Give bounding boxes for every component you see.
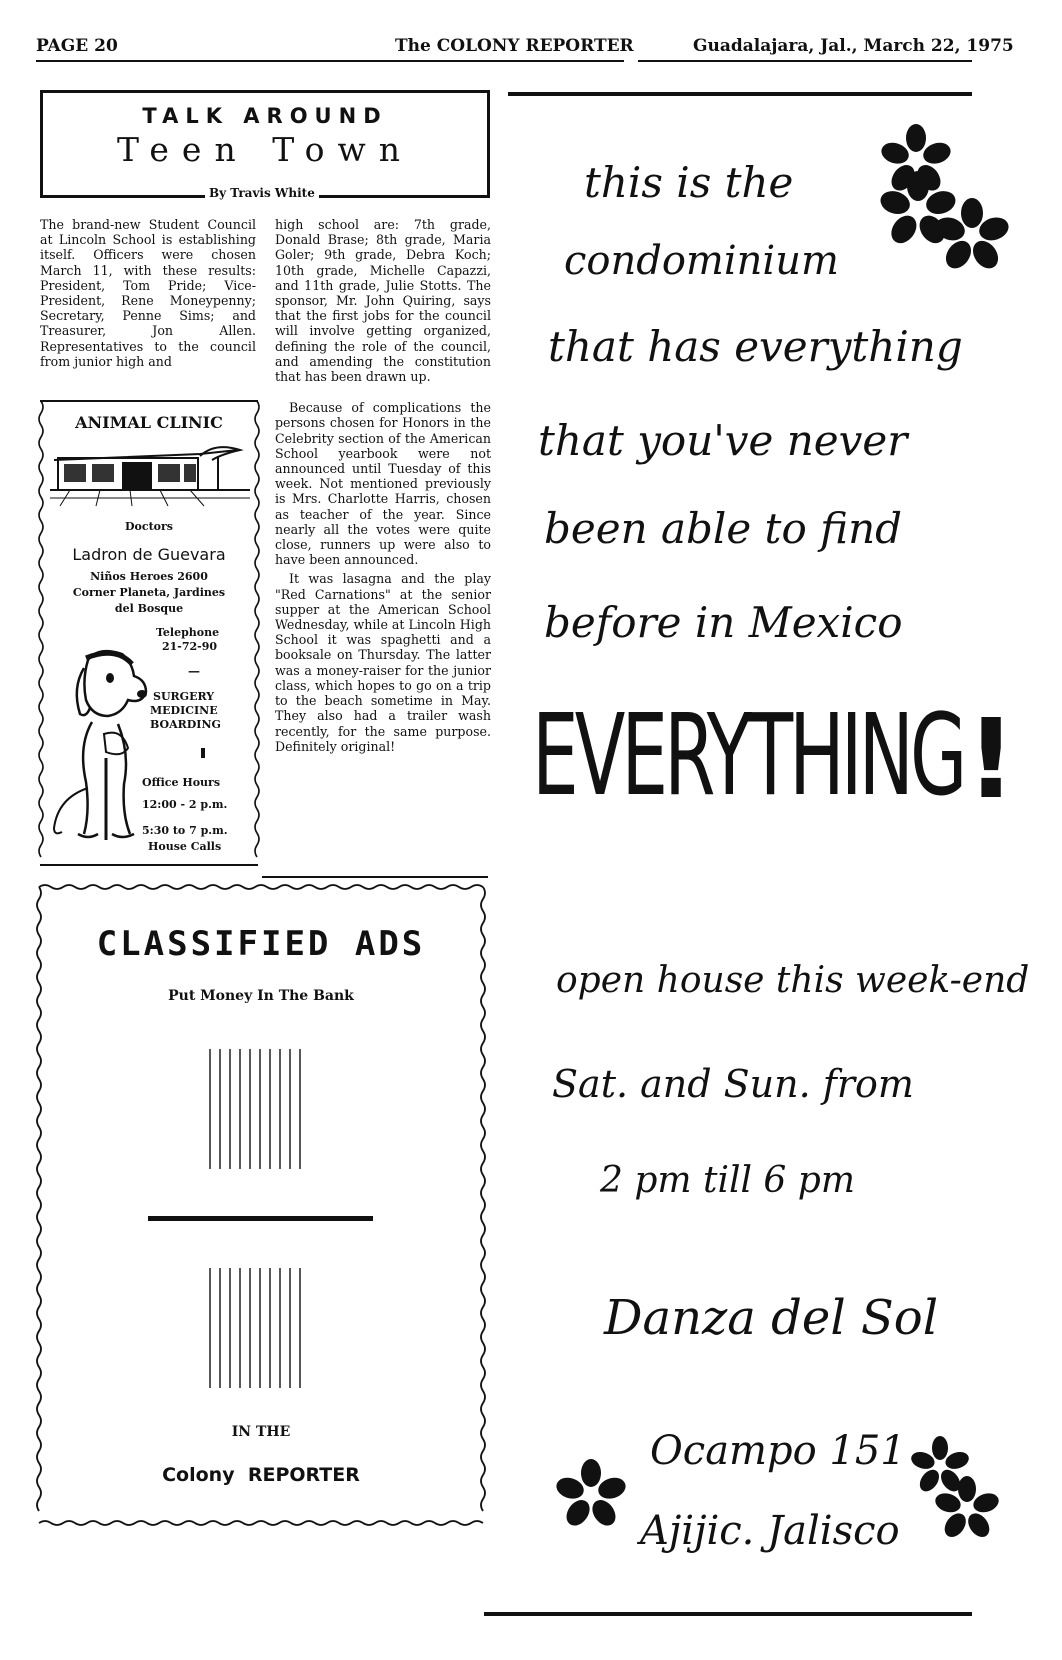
column-paragraph: Because of complications the persons chosen for Honors in the Celebrity section of the American School yearbook were not announced until Tuesday of this week. Not mentioned previously is Mrs. Charlotte Harris, chosen as teacher of the year. Since nearly all the votes were quite close, runners up were also to have been announced. xyxy=(275,400,491,568)
byline: By Travis White xyxy=(205,186,319,200)
condo-line-4: that you've never xyxy=(538,416,908,465)
classified-ad xyxy=(36,884,486,1526)
column-right xyxy=(275,217,491,754)
clinic-doctor-name: Ladron de Guevara xyxy=(72,545,226,564)
column-title-top: TALK AROUND xyxy=(142,104,388,128)
clinic-doctors-label: Doctors xyxy=(125,520,173,533)
condo-open-house: open house this week-end xyxy=(556,960,1030,1001)
clinic-hours-label: Office Hours xyxy=(142,776,221,789)
classified-subtitle: Put Money In The Bank xyxy=(168,988,354,1004)
clinic-hours-2: 5:30 to 7 p.m. xyxy=(142,824,228,837)
column-paragraph-left: The brand-new Student Council at Lincoln School is establishing itself. Officers were chosen March 11, with these results: President, Tom Pride; Vice-President, Rene Moneypenny; Secretary, Penne Sims; and Treasurer, Jon Allen. Representatives to the council from junior high and xyxy=(40,217,256,369)
condo-ad-top-rule xyxy=(508,92,972,96)
clinic-bullet xyxy=(201,748,205,758)
clinic-service-medicine: MEDICINE xyxy=(150,704,218,717)
dog-illustration xyxy=(48,638,148,848)
animal-clinic-ad xyxy=(38,398,260,868)
condo-hours: 2 pm till 6 pm xyxy=(600,1160,855,1201)
condo-line-1: this is the xyxy=(584,158,794,207)
column-title-main: Teen Town xyxy=(116,130,414,169)
flower-icon xyxy=(552,1456,630,1534)
condo-line-3: that has everything xyxy=(548,322,963,371)
condo-days: Sat. and Sun. from xyxy=(552,1062,914,1106)
condo-everything: EVERYTHING xyxy=(532,691,964,821)
newspaper-name: The COLONY REPORTER xyxy=(395,36,634,56)
clinic-building-illustration xyxy=(50,438,250,508)
header-rule-left xyxy=(36,60,624,62)
classified-divider xyxy=(148,1216,373,1221)
column-end-rule xyxy=(262,876,488,878)
flower-icon xyxy=(932,196,1012,276)
condo-exclamation: ! xyxy=(966,695,1017,823)
clinic-house-calls: House Calls xyxy=(148,840,222,853)
column-paragraph: high school are: 7th grade, Donald Brase; 8th grade, Maria Goler; 9th grade, Debra Koch; 10th grade, Michelle Capazzi, and 11th grade, Julie Stotts. The sponsor, Mr. John Quiring, says that the first jobs for the council will involve getting organized, defining the role of the council, and amending the constitution that has been drawn up. xyxy=(275,217,491,385)
classified-reporter: REPORTER xyxy=(247,1464,360,1486)
classified-title: CLASSIFIED ADS xyxy=(96,924,426,964)
classified-column-lines-top xyxy=(206,1049,306,1171)
clinic-phone-label: Telephone xyxy=(156,626,220,639)
page-number: PAGE 20 xyxy=(36,36,118,56)
clinic-title: ANIMAL CLINIC xyxy=(75,413,223,432)
condo-line-5: been able to find xyxy=(544,504,903,553)
clinic-dash: — xyxy=(188,664,200,678)
condo-name: Danza del Sol xyxy=(604,1290,939,1346)
classified-in-the: IN THE xyxy=(231,1424,291,1440)
dateline: Guadalajara, Jal., March 22, 1975 xyxy=(693,36,1014,56)
clinic-address-2: Corner Planeta, Jardines xyxy=(72,586,226,599)
classified-column-lines-bottom xyxy=(206,1268,306,1390)
condo-ad-bottom-rule xyxy=(484,1612,972,1616)
classified-paper-name xyxy=(36,1464,486,1486)
classified-colony: Colony xyxy=(162,1464,235,1486)
clinic-phone: 21-72-90 xyxy=(162,640,218,653)
condo-address-1: Ocampo 151 xyxy=(650,1428,906,1474)
condo-address-2: Ajijic. Jalisco xyxy=(640,1508,900,1554)
column-paragraph: It was lasagna and the play "Red Carnations" at the senior supper at the American School Wednesday, while at Lincoln High School it was spaghetti and a booksale on Thursday. The latter was a money-raiser for the junior class, which hopes to go on a trip to the beach sometime in May. They also had a trailer wash recently, for the same purpose. Definitely original! xyxy=(275,571,491,754)
condo-line-6: before in Mexico xyxy=(544,598,903,647)
header-rule-right xyxy=(638,60,972,62)
flower-icon xyxy=(932,1474,1002,1544)
clinic-address-1: Niños Heroes 2600 xyxy=(90,570,208,583)
clinic-service-surgery: SURGERY xyxy=(153,690,215,703)
clinic-service-boarding: BOARDING xyxy=(150,718,221,731)
clinic-hours-1: 12:00 - 2 p.m. xyxy=(142,798,228,811)
condo-line-2: condominium xyxy=(564,238,839,284)
clinic-address-3: del Bosque xyxy=(114,602,184,615)
